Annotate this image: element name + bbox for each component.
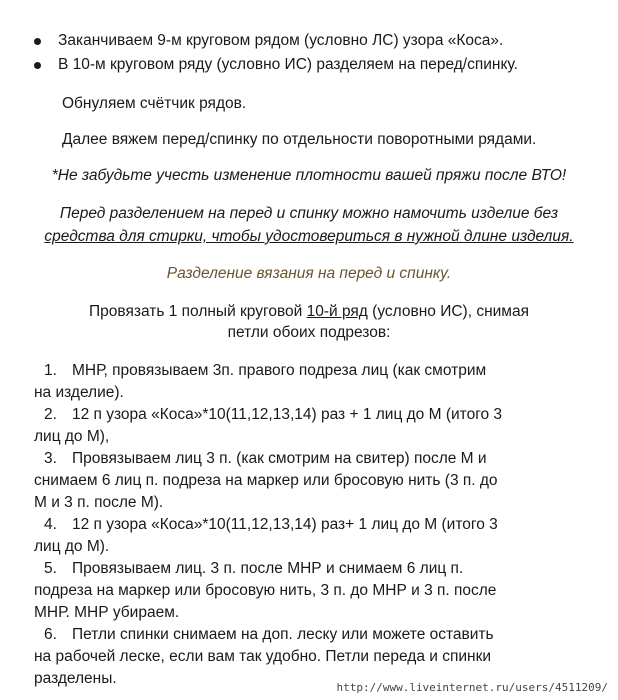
bullet-item [30,54,610,78]
bullet-text: Заканчиваем 9-м круговом рядом (условно ЛС) узора «Коса». [58,32,504,49]
bullet-item [30,30,610,54]
source-watermark: http://www.liveinternet.ru/users/4511209/ [336,681,608,694]
step-text: 12 п узора «Коса»*10(11,12,13,14) раз + 1 лиц до М (итого 3 [72,406,503,423]
intro-line-1 [0,301,618,323]
step-text: МНР, провязываем 3п. правого подреза лиц (как смотрим [72,362,487,379]
bullet-dot-icon [34,38,41,45]
step-item [34,448,524,514]
step-number: 5. [44,560,57,577]
intro-prefix: Провязать 1 полный круговой [89,303,307,320]
step-text: лиц до М), [34,428,110,445]
step-number: 4. [44,516,57,533]
wet-note-line-1: Перед разделением на перед и спинку можно намочить изделие без [59,205,559,222]
reset-counter-text: Обнуляем счётчик рядов. [62,95,247,112]
step-text: Петли спинки снимаем на доп. леску или можете оставить [72,626,494,643]
step-text: разделены. [34,670,117,687]
bullet-text: В 10-м круговом ряду (условно ИС) разделяем на перед/спинку. [58,56,518,73]
step-number: 3. [44,450,57,467]
section-title: Разделение вязания на перед и спинку. [166,265,452,282]
wet-note-line-2-text: средства для стирки, чтобы удостовериться в нужной длине изделия. [44,228,574,245]
bullet-dot-icon [34,62,41,69]
step-number: 6. [44,626,57,643]
step-text: подреза на маркер или бросовую нить, 3 п. до МНР и 3 п. после [34,582,497,599]
knit-separately-text: Далее вяжем перед/спинку по отдельности поворотными рядами. [62,131,537,148]
step-item [34,360,524,404]
step-item [34,404,524,448]
step-number: 1. [44,362,57,379]
step-text: на рабочей леске, если вам так удобно. Петли переда и спинки [34,648,492,665]
step-item [34,558,524,624]
wet-note-line-2 [0,226,618,248]
step-item [34,514,524,558]
intro-underlined-row: 10-й ряд [306,303,368,320]
step-text: на изделие). [34,384,124,401]
step-text: 12 п узора «Коса»*10(11,12,13,14) раз+ 1 лиц до М (итого 3 [72,516,498,533]
density-note: *Не забудьте учесть изменение плотности вашей пряжи после ВТО! [51,167,567,184]
step-text: Провязываем лиц 3 п. (как смотрим на свитер) после М и [72,450,487,467]
bullet-list [30,30,610,78]
step-text: лиц до М). [34,538,110,555]
steps-list [34,360,524,690]
step-text: М и 3 п. после М). [34,494,164,511]
intro-suffix: (условно ИС), снимая [367,303,529,320]
step-number: 2. [44,406,57,423]
step-text: МНР. МНР убираем. [34,604,180,621]
intro-line-2: петли обоих подрезов: [227,324,391,341]
step-text: Провязываем лиц. 3 п. после МНР и снимаем 6 лиц п. [72,560,464,577]
step-text: снимаем 6 лиц п. подреза на маркер или бросовую нить (3 п. до [34,472,498,489]
